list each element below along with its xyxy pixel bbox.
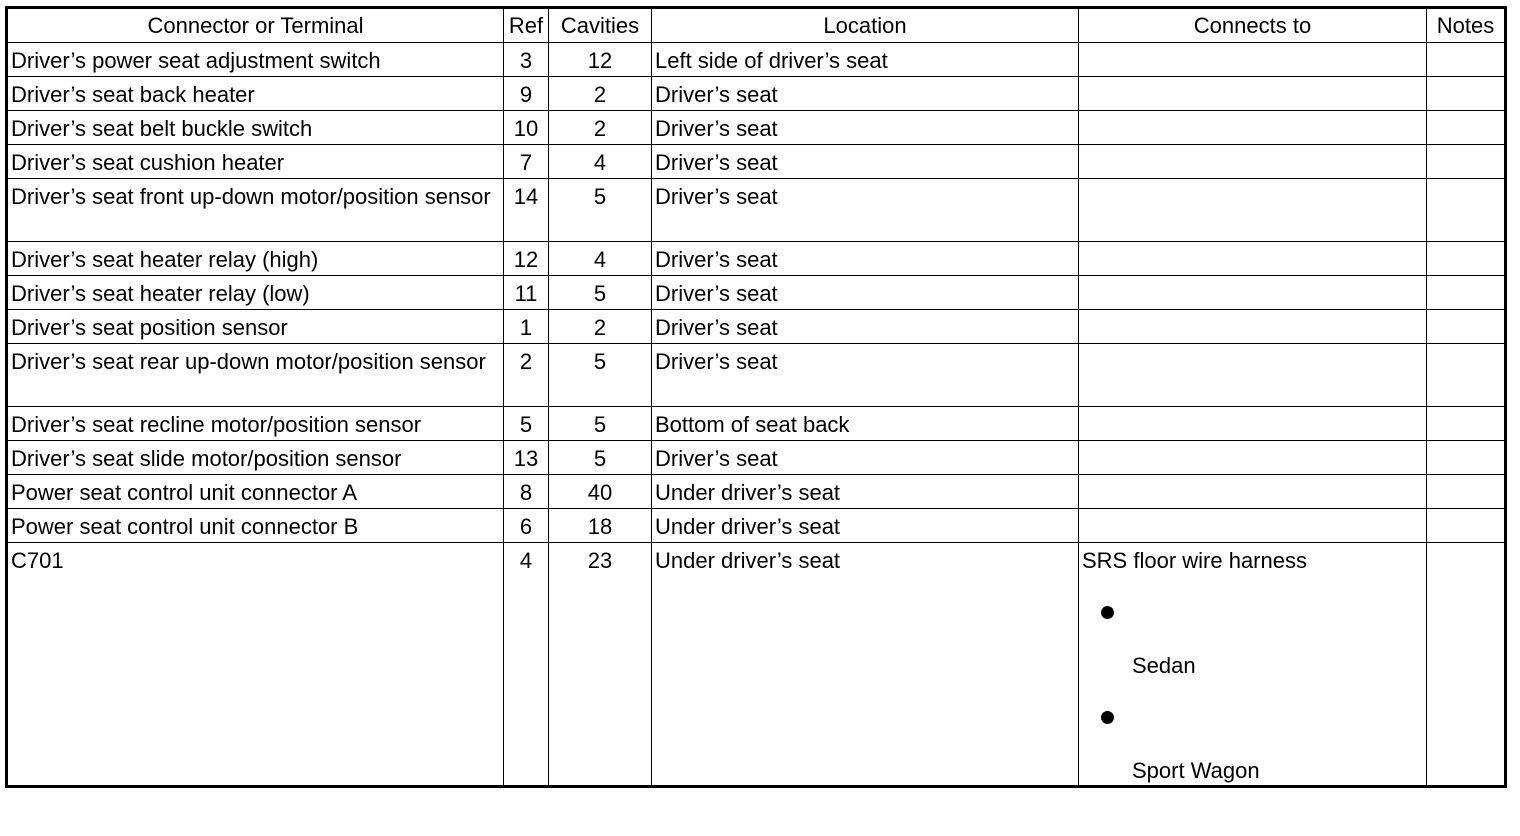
cell-notes — [1427, 179, 1506, 242]
cell-cavities: 2 — [549, 77, 652, 111]
cell-connector: Driver’s seat recline motor/position sensor — [7, 407, 504, 441]
cell-cavities: 5 — [549, 441, 652, 475]
cell-notes — [1427, 276, 1506, 310]
cell-connector: Driver’s power seat adjustment switch — [7, 43, 504, 77]
cell-connector: Driver’s seat rear up-down motor/position sensor — [7, 344, 504, 407]
table-row — [7, 242, 1506, 276]
cell-location: Driver’s seat — [652, 179, 1079, 242]
header-row — [7, 8, 1506, 43]
cell-location: Driver’s seat — [652, 242, 1079, 276]
table-row — [7, 77, 1506, 111]
cell-connects-to — [1079, 441, 1427, 475]
cell-connects-to — [1079, 543, 1427, 787]
cell-notes — [1427, 475, 1506, 509]
variant-label: Sedan — [1132, 653, 1196, 678]
header-ref: Ref — [504, 8, 549, 43]
cell-ref: 4 — [504, 543, 549, 787]
cell-notes — [1427, 145, 1506, 179]
cell-notes — [1427, 344, 1506, 407]
cell-ref: 6 — [504, 509, 549, 543]
table-row — [7, 543, 1506, 787]
cell-connector: Power seat control unit connector A — [7, 475, 504, 509]
cell-connector: Driver’s seat front up-down motor/position sensor — [7, 179, 504, 242]
cell-notes — [1427, 111, 1506, 145]
cell-location: Driver’s seat — [652, 77, 1079, 111]
table-row — [7, 509, 1506, 543]
header-cavities: Cavities — [549, 8, 652, 43]
list-item — [1082, 756, 1423, 785]
cell-notes — [1427, 441, 1506, 475]
cell-ref: 11 — [504, 276, 549, 310]
cell-location: Driver’s seat — [652, 276, 1079, 310]
cell-connector: C701 — [7, 543, 504, 787]
cell-ref: 12 — [504, 242, 549, 276]
cell-connects-to — [1079, 179, 1427, 242]
cell-notes — [1427, 77, 1506, 111]
cell-connects-to — [1079, 475, 1427, 509]
cell-location: Driver’s seat — [652, 145, 1079, 179]
table-row — [7, 276, 1506, 310]
header-connector: Connector or Terminal — [7, 8, 504, 43]
cell-connects-to — [1079, 145, 1427, 179]
cell-connector: Driver’s seat back heater — [7, 77, 504, 111]
cell-connector: Driver’s seat cushion heater — [7, 145, 504, 179]
cell-cavities: 2 — [549, 310, 652, 344]
cell-connects-to — [1079, 43, 1427, 77]
cell-cavities: 5 — [549, 276, 652, 310]
table-row — [7, 344, 1506, 407]
cell-location: Under driver’s seat — [652, 509, 1079, 543]
connector-table — [5, 6, 1507, 788]
cell-ref: 9 — [504, 77, 549, 111]
cell-connects-to — [1079, 77, 1427, 111]
cell-notes — [1427, 407, 1506, 441]
cell-connects-to — [1079, 310, 1427, 344]
cell-location: Driver’s seat — [652, 441, 1079, 475]
cell-ref: 3 — [504, 43, 549, 77]
cell-cavities: 23 — [549, 543, 652, 787]
bullet-icon — [1101, 606, 1114, 619]
variant-label: Sport Wagon — [1132, 758, 1260, 783]
bullet-icon — [1101, 711, 1114, 724]
cell-ref: 13 — [504, 441, 549, 475]
table-row — [7, 111, 1506, 145]
cell-notes — [1427, 43, 1506, 77]
cell-ref: 2 — [504, 344, 549, 407]
cell-cavities: 5 — [549, 407, 652, 441]
cell-connects-to — [1079, 276, 1427, 310]
cell-ref: 8 — [504, 475, 549, 509]
cell-location: Under driver’s seat — [652, 475, 1079, 509]
cell-connector: Power seat control unit connector B — [7, 509, 504, 543]
table-row — [7, 145, 1506, 179]
cell-location: Driver’s seat — [652, 111, 1079, 145]
cell-cavities: 40 — [549, 475, 652, 509]
cell-location: Bottom of seat back — [652, 407, 1079, 441]
cell-ref: 7 — [504, 145, 549, 179]
cell-notes — [1427, 509, 1506, 543]
cell-connector: Driver’s seat position sensor — [7, 310, 504, 344]
cell-cavities: 4 — [549, 145, 652, 179]
header-notes: Notes — [1427, 8, 1506, 43]
cell-cavities: 4 — [549, 242, 652, 276]
cell-connects-to — [1079, 407, 1427, 441]
cell-location: Driver’s seat — [652, 310, 1079, 344]
cell-cavities: 12 — [549, 43, 652, 77]
header-connects-to: Connects to — [1079, 8, 1427, 43]
cell-ref: 14 — [504, 179, 549, 242]
cell-connects-to — [1079, 111, 1427, 145]
cell-connector: Driver’s seat slide motor/position sensor — [7, 441, 504, 475]
cell-notes — [1427, 310, 1506, 344]
table-row — [7, 310, 1506, 344]
cell-connects-to — [1079, 509, 1427, 543]
table-row — [7, 441, 1506, 475]
cell-ref: 1 — [504, 310, 549, 344]
table-row — [7, 179, 1506, 242]
cell-location: Driver’s seat — [652, 344, 1079, 407]
header-location: Location — [652, 8, 1079, 43]
cell-cavities: 5 — [549, 344, 652, 407]
cell-connector: Driver’s seat heater relay (low) — [7, 276, 504, 310]
list-item — [1082, 651, 1423, 680]
cell-ref: 5 — [504, 407, 549, 441]
cell-connects-to — [1079, 344, 1427, 407]
cell-ref: 10 — [504, 111, 549, 145]
cell-notes — [1427, 242, 1506, 276]
cell-notes — [1427, 543, 1506, 787]
table-row — [7, 475, 1506, 509]
table-row — [7, 407, 1506, 441]
variant-list — [1082, 651, 1423, 785]
cell-connects-to — [1079, 242, 1427, 276]
cell-connector: Driver’s seat belt buckle switch — [7, 111, 504, 145]
cell-connector: Driver’s seat heater relay (high) — [7, 242, 504, 276]
cell-location: Under driver’s seat — [652, 543, 1079, 787]
cell-location: Left side of driver’s seat — [652, 43, 1079, 77]
connects-to-text: SRS floor wire harness — [1082, 548, 1307, 573]
cell-cavities: 5 — [549, 179, 652, 242]
cell-cavities: 18 — [549, 509, 652, 543]
cell-cavities: 2 — [549, 111, 652, 145]
table-row — [7, 43, 1506, 77]
